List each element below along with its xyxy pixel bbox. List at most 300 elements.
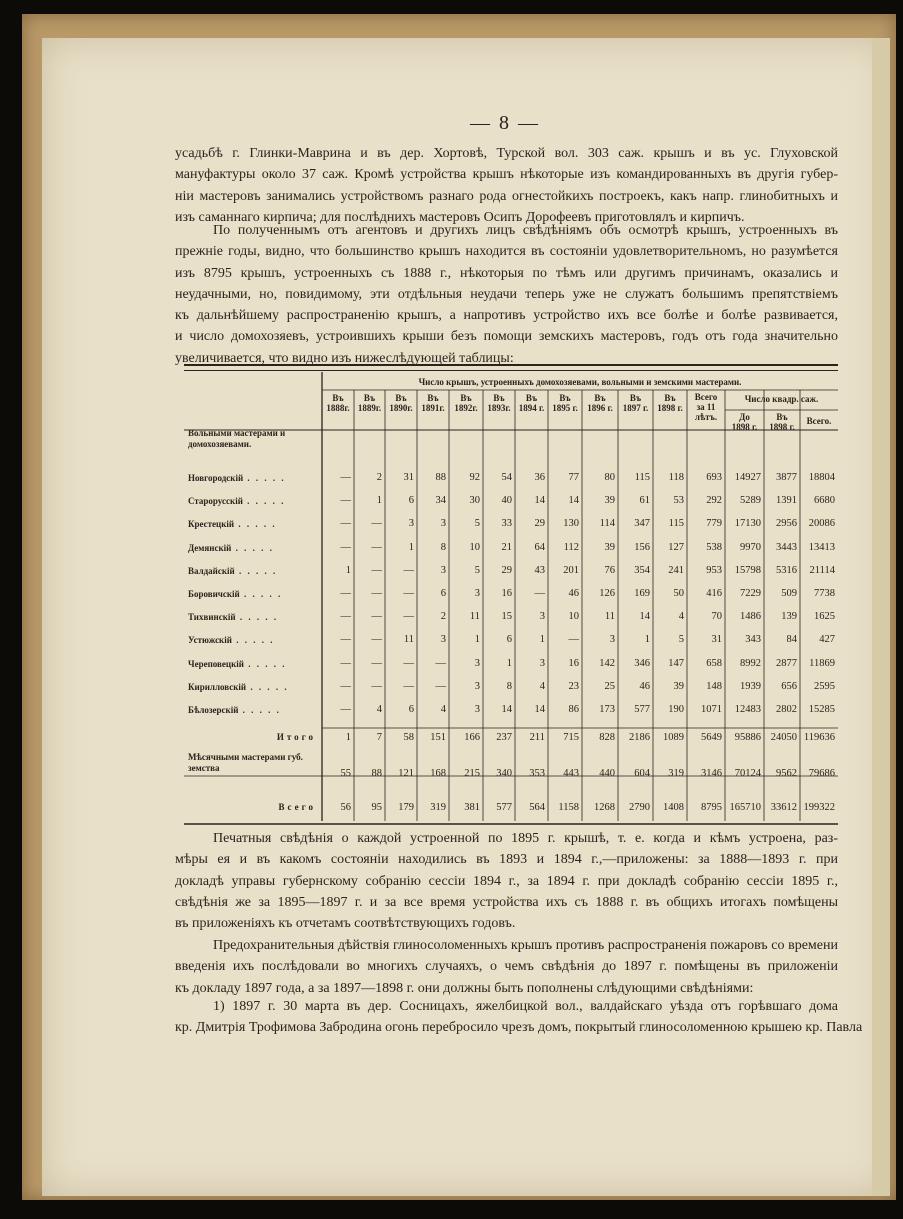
- year-header-part: Въ: [395, 393, 407, 403]
- year-header-part: 1892г.: [454, 403, 478, 413]
- table-cell: 1089: [663, 732, 684, 743]
- table-cell: 1939: [740, 680, 761, 692]
- text-line: кр. Дмитрія Трофимова Забродина огонь перебросило чрезъ домъ, покрытый глиносоломенною крышею кр. Павла: [175, 1020, 863, 1036]
- table-cell: 10: [568, 611, 579, 623]
- table-cell: 8992: [740, 657, 761, 669]
- page-number: — 8 —: [470, 112, 540, 134]
- table-cell: 11: [403, 634, 414, 646]
- table-cell: 166: [464, 732, 480, 743]
- table-cell: 168: [430, 768, 446, 779]
- text-line: къ дальнѣйшему распространенію крышъ, а напротивъ устройство ихъ все болѣе и болѣе развивается,: [175, 308, 838, 324]
- sq-subheader: [764, 412, 800, 432]
- table-cell: 156: [634, 541, 650, 553]
- table-cell: 779: [706, 518, 722, 530]
- table-cell: 5649: [701, 732, 722, 743]
- table-cell: —: [340, 704, 351, 715]
- table-cell: 64: [534, 541, 545, 553]
- table-cell: 381: [464, 802, 480, 813]
- table-cell: 3146: [701, 768, 722, 779]
- leader-dots: . . . . .: [231, 542, 274, 553]
- table-cell: 56: [340, 802, 351, 813]
- table-cell: 70124: [734, 768, 761, 779]
- row-label: [188, 496, 320, 506]
- row-label: [188, 519, 320, 529]
- text-line: и число домохозяевъ, устроившихъ крыши безъ помощи земскихъ мастеровъ, годъ отъ года значительно: [175, 329, 838, 345]
- table-cell: 577: [634, 704, 650, 715]
- table-cell: 6: [440, 588, 446, 599]
- paragraph-5: [175, 996, 863, 1039]
- table-cell: 14: [501, 704, 512, 715]
- table-cell: 7229: [740, 588, 761, 599]
- table-cell: 1486: [740, 611, 761, 623]
- table-cell: 86: [568, 704, 579, 715]
- table-cell: —: [568, 634, 579, 646]
- row-label: [188, 566, 320, 576]
- row-label: [188, 612, 320, 622]
- table-cell: 18804: [808, 472, 835, 483]
- year-header-part: 1898 г.: [657, 403, 683, 413]
- table-cell: 190: [668, 704, 684, 715]
- year-header-part: 1890г.: [389, 403, 413, 413]
- table-cell: 828: [599, 732, 615, 743]
- row-label-name: Череповецкій: [188, 658, 244, 669]
- table-cell: 84: [786, 634, 797, 646]
- table-cell: 2595: [814, 680, 835, 692]
- table-cell: 4: [440, 704, 446, 715]
- table-cell: 3: [440, 518, 446, 530]
- table-cell: 30: [469, 495, 480, 507]
- table-cell: 5: [474, 518, 480, 530]
- year-header-part: Въ: [594, 393, 606, 403]
- total-header-part: лѣтъ.: [694, 412, 718, 422]
- table-cell: 13413: [808, 541, 835, 553]
- table-cell: 5289: [740, 495, 761, 507]
- table-cell: 319: [430, 802, 446, 813]
- table-cell: 3: [539, 611, 545, 623]
- table-cell: 114: [599, 518, 615, 530]
- year-header-part: 1894 г.: [518, 403, 545, 413]
- vsego-label: Всего: [278, 802, 316, 812]
- table-cell: 6: [506, 634, 512, 646]
- year-header-part: 1895 г.: [552, 403, 578, 413]
- sq-subheader-part: 1898 г.: [731, 422, 758, 432]
- table-cell: 3: [440, 634, 446, 646]
- table-cell: 577: [496, 802, 512, 813]
- table-cell: 95886: [734, 732, 761, 743]
- table-cell: 34: [435, 495, 446, 507]
- table-cell: 509: [781, 588, 797, 599]
- year-header-part: Въ: [332, 393, 344, 403]
- table-cell: —: [403, 680, 414, 692]
- table-cell: 1: [474, 634, 480, 646]
- table-cell: 76: [604, 564, 615, 576]
- text-line: неудачными, но, повидимому, эти отдѣльныя неудачи теперь уже не служатъ большимъ препятствіемъ: [175, 286, 838, 302]
- table-cell: 21114: [809, 564, 835, 576]
- table-cell: 211: [529, 732, 545, 743]
- table-cell: 112: [563, 541, 579, 553]
- table-cell: —: [371, 611, 382, 623]
- table-cell: 16: [501, 588, 512, 599]
- table-cell: —: [403, 657, 414, 669]
- row-label: [188, 543, 320, 553]
- leader-dots: . . . . .: [235, 612, 279, 623]
- table-cell: 237: [496, 732, 512, 743]
- roofs-table: [184, 364, 838, 826]
- table-cell: 1: [539, 634, 545, 646]
- table-cell: 88: [371, 768, 382, 779]
- row-label-name: Бѣлозерскій: [188, 705, 239, 715]
- table-cell: 4: [376, 704, 382, 715]
- table-cell: 142: [599, 657, 615, 669]
- text-line: По полученнымъ отъ агентовъ и другихъ лицъ свѣдѣніямъ объ осмотрѣ крышъ, устроенныхъ въ: [213, 223, 838, 238]
- row-label: [188, 659, 320, 669]
- table-cell: —: [340, 472, 351, 483]
- year-header: [582, 393, 618, 413]
- table-cell: 12483: [734, 704, 761, 715]
- leader-dots: . . . . .: [234, 565, 278, 576]
- text-line: изъ 8795 крышъ, устроенныхъ съ 1888 г., нѣкоторыя по тѣмъ или другимъ причинамъ, оказались и: [175, 265, 838, 281]
- table-cell: 2186: [629, 732, 650, 743]
- table-cell: 46: [568, 588, 579, 599]
- table-cell: 118: [668, 472, 684, 483]
- table-cell: 14: [568, 495, 579, 507]
- table-cell: 1: [506, 657, 512, 669]
- table-cell: 1158: [558, 802, 579, 813]
- table-cell: 20086: [808, 518, 835, 530]
- table-cell: 2790: [629, 802, 650, 813]
- sq-header: Число квадр. саж.: [744, 394, 819, 404]
- table-cell: 70: [711, 611, 722, 623]
- table-cell: 8: [506, 680, 512, 692]
- table-cell: 29: [534, 518, 545, 530]
- table-cell: 3: [474, 704, 480, 715]
- year-header-part: 1893г.: [487, 403, 511, 413]
- text-line: изъ саманнаго кирпича; для послѣднихъ мастеровъ Осипъ Дорофеевъ приготовлялъ и кирпичъ.: [175, 209, 745, 225]
- table-cell: 31: [711, 634, 722, 646]
- table-cell: 1391: [776, 495, 797, 507]
- table-cell: 1408: [663, 802, 684, 813]
- table-cell: 4: [678, 611, 684, 623]
- paragraph-1: [175, 143, 838, 228]
- table-cell: 6680: [814, 495, 835, 507]
- row-label: [188, 682, 320, 692]
- table-cell: 55: [340, 768, 351, 779]
- table-cell: 5: [678, 634, 684, 646]
- table-cell: 169: [634, 588, 650, 599]
- table-cell: —: [340, 657, 351, 669]
- sq-subheader-part: 1898 г.: [769, 422, 795, 432]
- table-cell: 80: [604, 472, 615, 483]
- paragraph-3: [175, 828, 838, 934]
- table-cell: 36: [534, 472, 545, 483]
- table-cell: —: [340, 495, 351, 507]
- table-cell: —: [371, 680, 382, 692]
- year-header: [618, 393, 653, 413]
- leader-dots: . . . . .: [243, 658, 287, 669]
- table-caption: Число крышъ, устроенныхъ домохозяевами, вольными и земскими мастерами.: [418, 377, 742, 387]
- table-cell: 2802: [776, 704, 797, 715]
- table-cell: 79686: [808, 768, 835, 779]
- table-cell: —: [340, 680, 351, 692]
- year-header-part: 1897 г.: [622, 403, 649, 413]
- total-header: [687, 392, 725, 422]
- table-cell: 3: [440, 564, 446, 576]
- text-line: введенія ихъ послѣдовали во многихъ случаяхъ, о чемъ свѣдѣнія до 1897 г. помѣщены въ приложеніи: [175, 959, 838, 975]
- table-cell: —: [340, 634, 351, 646]
- table-cell: —: [371, 657, 382, 669]
- table-cell: 53: [673, 495, 684, 507]
- table-cell: 130: [563, 518, 579, 530]
- table-cell: 58: [403, 732, 414, 743]
- table-cell: 126: [599, 588, 615, 599]
- table-cell: 15: [501, 611, 512, 623]
- table-cell: 115: [668, 518, 684, 530]
- year-header-part: Въ: [559, 393, 571, 403]
- year-header-part: Въ: [493, 393, 505, 403]
- table-cell: —: [340, 588, 351, 599]
- table-cell: 17130: [734, 518, 761, 530]
- row-label-name: Устюжскій: [188, 635, 232, 646]
- table-cell: 77: [568, 472, 579, 483]
- table-cell: 440: [599, 768, 615, 779]
- table-cell: 31: [403, 472, 414, 483]
- sq-subheader: [725, 412, 764, 432]
- table-cell: 3: [408, 518, 414, 530]
- page-edge: [872, 38, 890, 1196]
- table-cell: 427: [819, 634, 835, 646]
- table-cell: 147: [668, 657, 684, 669]
- table-cell: 7: [376, 732, 382, 743]
- text-line: свѣдѣнія же за 1895—1897 г. и за все время устройства ихъ съ 1888 г. въ общихъ итогахъ помѣщены: [175, 894, 838, 910]
- table-cell: 16: [568, 657, 579, 669]
- row-label-name: Крестецкій: [188, 519, 235, 530]
- table-cell: 179: [398, 802, 414, 813]
- table-cell: 443: [563, 768, 579, 779]
- text-line: усадьбѣ г. Глинки-Маврина и въ дер. Хортовѣ, Турской вол. 303 саж. крышъ и въ ус. Глуховской: [175, 146, 838, 161]
- text-line: увеличивается, что видно изъ нижеслѣдующей таблицы:: [175, 350, 514, 366]
- table-cell: 25: [604, 680, 615, 692]
- sq-subheader-part: Въ: [776, 412, 788, 422]
- sq-subheader-part: До: [739, 412, 750, 422]
- table-cell: —: [403, 611, 414, 623]
- table-cell: 3: [474, 680, 480, 692]
- table-cell: 46: [639, 680, 650, 692]
- table-cell: 39: [604, 495, 615, 507]
- text-line: мануфактуры около 37 саж. Кромѣ устройства крышъ нѣкоторые изъ командированныхъ въ другія губер-: [175, 167, 838, 183]
- leader-dots: . . . . .: [238, 705, 281, 715]
- table-cell: 538: [706, 541, 722, 553]
- table-cell: 2: [376, 472, 382, 483]
- text-line: въ приложеніяхъ къ отчетамъ соотвѣтствующихъ годовъ.: [175, 916, 516, 932]
- table-cell: 292: [706, 495, 722, 507]
- year-header-part: Въ: [460, 393, 472, 403]
- table-cell: 3: [539, 657, 545, 669]
- table-cell: 3: [609, 634, 615, 646]
- year-header: [653, 393, 687, 413]
- table-cell: 40: [501, 495, 512, 507]
- table-cell: 121: [398, 768, 414, 779]
- table-cell: 1: [345, 564, 351, 576]
- table-cell: 3: [474, 588, 480, 599]
- year-header-part: Въ: [427, 393, 439, 403]
- table-cell: 10: [469, 541, 480, 553]
- table-cell: 119636: [803, 732, 835, 743]
- text-line: Печатныя свѣдѣнія о каждой устроенной по 1895 г. крышѣ, т. е. когда и кѣмъ устроена, раз-: [213, 831, 838, 846]
- year-header-part: Въ: [525, 393, 538, 403]
- table-cell: 151: [430, 732, 446, 743]
- year-header-part: 1888г.: [326, 403, 350, 413]
- year-header: [515, 393, 548, 413]
- table-cell: —: [435, 657, 446, 669]
- table-cell: 14: [639, 611, 650, 623]
- itogo-label: Итого: [276, 732, 316, 742]
- table-cell: 23: [568, 680, 579, 692]
- table-cell: 173: [599, 704, 615, 715]
- table-cell: —: [403, 588, 414, 599]
- table-cell: 9970: [740, 541, 761, 553]
- table-cell: 340: [496, 768, 512, 779]
- table-cell: 215: [464, 768, 480, 779]
- sq-subheader: [800, 416, 838, 426]
- table-cell: 61: [639, 495, 650, 507]
- year-header-part: Въ: [664, 393, 676, 403]
- year-header: [483, 393, 515, 413]
- table-cell: 604: [634, 768, 650, 779]
- table-cell: 14: [534, 495, 545, 507]
- table-cell: 14: [534, 704, 545, 715]
- table-cell: 165710: [729, 802, 761, 813]
- table-cell: —: [371, 634, 382, 646]
- table-cell: 658: [706, 657, 722, 669]
- table-cell: 115: [634, 472, 650, 483]
- table-cell: 33612: [770, 802, 797, 813]
- table-cell: —: [340, 518, 351, 530]
- table-cell: 5: [474, 564, 480, 576]
- table-cell: 656: [781, 680, 797, 692]
- table-cell: 1: [345, 732, 351, 743]
- table-cell: 343: [745, 634, 761, 646]
- table-cell: 693: [706, 472, 722, 483]
- table-cell: 1268: [594, 802, 615, 813]
- table-cell: 39: [604, 541, 615, 553]
- row-label: [188, 635, 320, 645]
- table-cell: 199322: [803, 802, 835, 813]
- leader-dots: . . . . .: [246, 681, 289, 692]
- table-cell: 21: [501, 541, 512, 553]
- row-label-name: Новгородскій: [188, 473, 244, 483]
- table-cell: 14927: [734, 472, 761, 483]
- table-cell: 346: [634, 657, 650, 669]
- table-cell: 29: [501, 564, 512, 576]
- table-cell: 54: [501, 472, 512, 483]
- table-cell: 92: [469, 472, 480, 483]
- total-header-part: Всего: [694, 392, 718, 402]
- year-header: [354, 393, 385, 413]
- table-cell: —: [340, 611, 351, 623]
- table-cell: 6: [408, 704, 414, 715]
- text-line: къ докладу 1897 года, а за 1897—1898 г. они должны быть пополнены слѣдующими свѣдѣніями:: [175, 980, 754, 996]
- leader-dots: . . . . .: [239, 589, 283, 599]
- leader-dots: . . . . .: [243, 473, 286, 483]
- table-cell: —: [371, 588, 382, 599]
- year-header: [548, 393, 582, 413]
- table-cell: 1: [644, 634, 650, 646]
- table-cell: 127: [668, 541, 684, 553]
- table-cell: 1625: [814, 611, 835, 623]
- table-cell: —: [371, 541, 382, 553]
- table-cell: 24050: [770, 732, 797, 743]
- table-cell: —: [371, 518, 382, 530]
- year-header-part: 1891г.: [421, 403, 445, 413]
- table-cell: 953: [706, 564, 722, 576]
- table-cell: —: [435, 680, 446, 692]
- table-cell: 564: [529, 802, 545, 813]
- table-cell: 4: [539, 680, 545, 692]
- text-line: мѣры ея и въ какомъ состояніи находились въ 1893 и 1894 г.,—приложены: за 1888—1893 г. при: [175, 852, 838, 868]
- table-cell: 88: [435, 472, 446, 483]
- row-label-name: Боровичскій: [188, 589, 240, 599]
- text-line: прежніе годы, видно, что большинство крышъ находится въ состояніи удовлетворительномъ, но разумѣется: [175, 244, 838, 260]
- table-cell: 1: [408, 541, 414, 553]
- leader-dots: . . . . .: [242, 496, 286, 507]
- row-label: [188, 589, 320, 599]
- table-cell: 3877: [776, 472, 797, 483]
- table-cell: 43: [534, 564, 545, 576]
- row-label-name: Старорусскій: [188, 496, 243, 507]
- table-cell: 11: [604, 611, 615, 623]
- table-cell: —: [340, 541, 351, 553]
- row-label-name: Валдайскій: [188, 565, 235, 576]
- table-cell: 11869: [809, 657, 835, 669]
- table-cell: 201: [563, 564, 579, 576]
- table-cell: 241: [668, 564, 684, 576]
- table-cell: 39: [673, 680, 684, 692]
- table-cell: 148: [706, 680, 722, 692]
- row-label: [188, 705, 320, 715]
- table-cell: 2956: [776, 518, 797, 530]
- table-cell: 95: [371, 802, 382, 813]
- table-cell: 353: [529, 768, 545, 779]
- table-cell: 354: [634, 564, 650, 576]
- table-cell: 347: [634, 518, 650, 530]
- section-free-masters: Вольными мастерами и домохозяевами.: [188, 428, 286, 449]
- year-header: [322, 393, 354, 413]
- row-label-name: Тихвинскій: [188, 612, 236, 623]
- leader-dots: . . . . .: [231, 635, 275, 646]
- table-cell: 8795: [701, 802, 722, 813]
- row-label: [188, 473, 320, 483]
- text-line: Предохранительныя дѣйствія глиносоломенныхъ крышъ противъ распространенія пожаровъ со времени: [213, 938, 838, 953]
- paragraph-2: [175, 220, 838, 369]
- year-header-part: 1889г.: [357, 403, 382, 413]
- table-cell: 9562: [776, 768, 797, 779]
- year-header-part: Въ: [363, 393, 376, 403]
- table-cell: 1: [376, 495, 382, 507]
- table-cell: 3443: [776, 541, 797, 553]
- table-cell: —: [371, 564, 382, 576]
- paragraph-4: [175, 935, 838, 999]
- sq-subheader-part: Всего.: [806, 416, 832, 426]
- table-cell: 3: [474, 657, 480, 669]
- table-cell: —: [403, 564, 414, 576]
- year-header: [385, 393, 417, 413]
- text-line: 1) 1897 г. 30 марта въ дер. Сосницахъ, яжелбицкой вол., валдайскаго уѣзда отъ горѣвшаго дома: [213, 999, 838, 1014]
- row-label-name: Демянскій: [188, 542, 232, 553]
- table-cell: 319: [668, 768, 684, 779]
- table-cell: 8: [440, 541, 446, 553]
- table-cell: 15285: [808, 704, 835, 715]
- table-cell: 50: [673, 588, 684, 599]
